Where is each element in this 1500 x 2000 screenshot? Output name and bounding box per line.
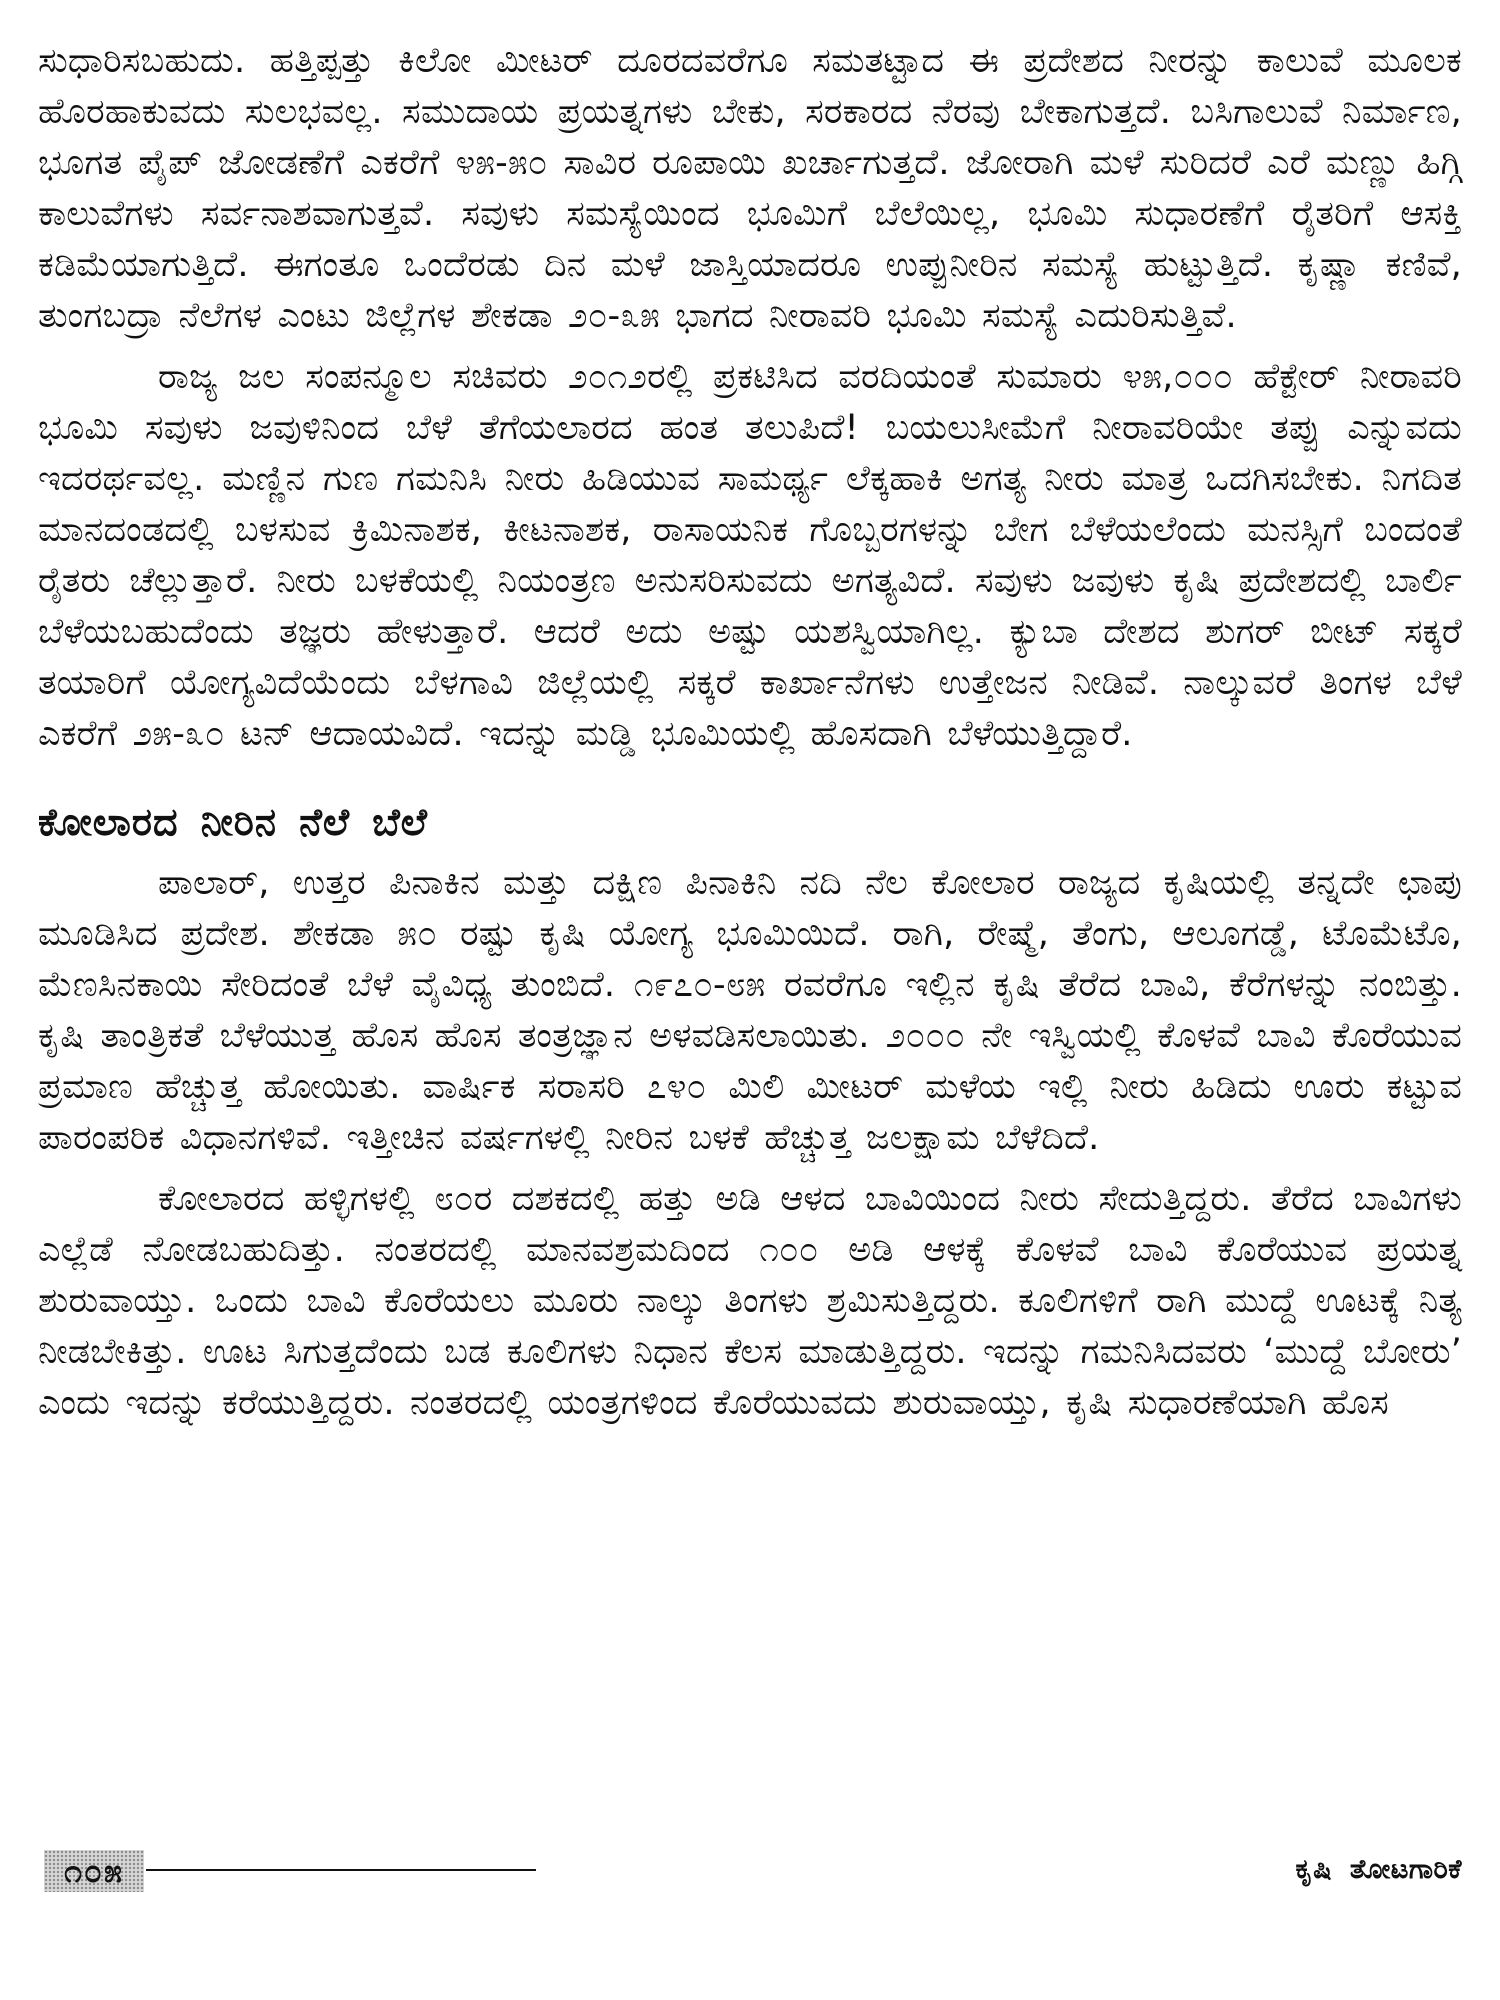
page-footer bbox=[44, 1850, 1462, 1894]
body-paragraph-4: ಕೋಲಾರದ ಹಳ್ಳಿಗಳಲ್ಲಿ ೮೦ರ ದಶಕದಲ್ಲಿ ಹತ್ತು ಅಡಿ ಆಳದ ಬಾವಿಯಿಂದ ನೀರು ಸೇದುತ್ತಿದ್ದರು. ತೆರೆದ ಬಾವಿಗಳು ಎಲ್ಲೆಡೆ ನೋಡಬಹುದಿತ್ತು. ನಂತರದಲ್ಲಿ ಮಾನವಶ್ರಮದಿಂದ ೧೦೦ ಅಡಿ ಆಳಕ್ಕೆ ಕೊಳವೆ ಬಾವಿ ಕೊರೆಯುವ ಪ್ರಯತ್ನ ಶುರುವಾಯ್ತು. ಒಂದು ಬಾವಿ ಕೊರೆಯಲು ಮೂರು ನಾಲ್ಕು ತಿಂಗಳು ಶ್ರಮಿಸುತ್ತಿದ್ದರು. ಕೂಲಿಗಳಿಗೆ ರಾಗಿ ಮುದ್ದೆ ಊಟಕ್ಕೆ ನಿತ್ಯ ನೀಡಬೇಕಿತ್ತು. ಊಟ ಸಿಗುತ್ತದೆಂದು ಬಡ ಕೂಲಿಗಳು ನಿಧಾನ ಕೆಲಸ ಮಾಡುತ್ತಿದ್ದರು. ಇದನ್ನು ಗಮನಿಸಿದವರು ‘ಮುದ್ದೆ ಬೋರು’ ಎಂದು ಇದನ್ನು ಕರೆಯುತ್ತಿದ್ದರು. ನಂತರದಲ್ಲಿ ಯಂತ್ರಗಳಿಂದ ಕೊರೆಯುವದು ಶುರುವಾಯ್ತು, ಕೃಷಿ ಸುಧಾರಣೆಯಾಗಿ ಹೊಸ bbox=[38, 1179, 1462, 1423]
document-page bbox=[38, 36, 1462, 1936]
footer-book-title: ಕೃಷಿ ತೋಟಗಾರಿಕೆ bbox=[1295, 1854, 1462, 1885]
body-paragraph-1: ಸುಧಾರಿಸಬಹುದು. ಹತ್ತಿಪ್ಪತ್ತು ಕಿಲೋ ಮೀಟರ್ ದೂರದವರೆಗೂ ಸಮತಟ್ಟಾದ ಈ ಪ್ರದೇಶದ ನೀರನ್ನು ಕಾಲುವೆ ಮೂಲಕ ಹೊರಹಾಕುವದು ಸುಲಭವಲ್ಲ. ಸಮುದಾಯ ಪ್ರಯತ್ನಗಳು ಬೇಕು, ಸರಕಾರದ ನೆರವು ಬೇಕಾಗುತ್ತದೆ. ಬಸಿಗಾಲುವೆ ನಿರ್ಮಾಣ, ಭೂಗತ ಪೈಪ್ ಜೋಡಣೆಗೆ ಎಕರೆಗೆ ೪೫-೫೦ ಸಾವಿರ ರೂಪಾಯಿ ಖರ್ಚಾಗುತ್ತದೆ. ಜೋರಾಗಿ ಮಳೆ ಸುರಿದರೆ ಎರೆ ಮಣ್ಣು ಹಿಗ್ಗಿ ಕಾಲುವೆಗಳು ಸರ್ವನಾಶವಾಗುತ್ತವೆ. ಸವುಳು ಸಮಸ್ಯೆಯಿಂದ ಭೂಮಿಗೆ ಬೆಲೆಯಿಲ್ಲ, ಭೂಮಿ ಸುಧಾರಣೆಗೆ ರೈತರಿಗೆ ಆಸಕ್ತಿ ಕಡಿಮೆಯಾಗುತ್ತಿದೆ. ಈಗಂತೂ ಒಂದೆರಡು ದಿನ ಮಳೆ ಜಾಸ್ತಿಯಾದರೂ ಉಪ್ಪುನೀರಿನ ಸಮಸ್ಯೆ ಹುಟ್ಟುತ್ತಿದೆ. ಕೃಷ್ಣಾ ಕಣಿವೆ, ತುಂಗಬದ್ರಾ ನೆಲೆಗಳ ಎಂಟು ಜಿಲ್ಲೆಗಳ ಶೇಕಡಾ ೨೦-೩೫ ಭಾಗದ ನೀರಾವರಿ ಭೂಮಿ ಸಮಸ್ಯೆ ಎದುರಿಸುತ್ತಿವೆ. bbox=[38, 41, 1462, 336]
body-paragraph-3: ಪಾಲಾರ್, ಉತ್ತರ ಪಿನಾಕಿನ ಮತ್ತು ದಕ್ಷಿಣ ಪಿನಾಕಿನಿ ನದಿ ನೆಲ ಕೋಲಾರ ರಾಜ್ಯದ ಕೃಷಿಯಲ್ಲಿ ತನ್ನದೇ ಛಾಪು ಮೂಡಿಸಿದ ಪ್ರದೇಶ. ಶೇಕಡಾ ೫೦ ರಷ್ಟು ಕೃಷಿ ಯೋಗ್ಯ ಭೂಮಿಯಿದೆ. ರಾಗಿ, ರೇಷ್ಮೆ, ತೆಂಗು, ಆಲೂಗಡ್ಡೆ, ಟೊಮೆಟೊ, ಮೆಣಸಿನಕಾಯಿ ಸೇರಿದಂತೆ ಬೆಳೆ ವೈವಿಧ್ಯ ತುಂಬಿದೆ. ೧೯೭೦-೮೫ ರವರೆಗೂ ಇಲ್ಲಿನ ಕೃಷಿ ತೆರೆದ ಬಾವಿ, ಕೆರೆಗಳನ್ನು ನಂಬಿತ್ತು. ಕೃಷಿ ತಾಂತ್ರಿಕತೆ ಬೆಳೆಯುತ್ತ ಹೊಸ ಹೊಸ ತಂತ್ರಜ್ಞಾನ ಅಳವಡಿಸಲಾಯಿತು. ೨೦೦೦ ನೇ ಇಸ್ವಿಯಲ್ಲಿ ಕೊಳವೆ ಬಾವಿ ಕೊರೆಯುವ ಪ್ರಮಾಣ ಹೆಚ್ಚುತ್ತ ಹೋಯಿತು. ವಾರ್ಷಿಕ ಸರಾಸರಿ ೭೪೦ ಮಿಲಿ ಮೀಟರ್ ಮಳೆಯ ಇಲ್ಲಿ ನೀರು ಹಿಡಿದು ಊರು ಕಟ್ಟುವ ಪಾರಂಪರಿಕ ವಿಧಾನಗಳಿವೆ. ಇತ್ತೀಚಿನ ವರ್ಷಗಳಲ್ಲಿ ನೀರಿನ ಬಳಕೆ ಹೆಚ್ಚುತ್ತ ಜಲಕ್ಷಾಮ ಬೆಳೆದಿದೆ. bbox=[38, 863, 1462, 1158]
paragraph-gap bbox=[38, 1164, 1462, 1174]
body-paragraph-2: ರಾಜ್ಯ ಜಲ ಸಂಪನ್ಮೂಲ ಸಚಿವರು ೨೦೧೨ರಲ್ಲಿ ಪ್ರಕಟಿಸಿದ ವರದಿಯಂತೆ ಸುಮಾರು ೪೫,೦೦೦ ಹೆಕ್ಟೇರ್ ನೀರಾವರಿ ಭೂಮಿ ಸವುಳು ಜವುಳಿನಿಂದ ಬೆಳೆ ತೆಗೆಯಲಾರದ ಹಂತ ತಲುಪಿದೆ! ಬಯಲುಸೀಮೆಗೆ ನೀರಾವರಿಯೇ ತಪ್ಪು ಎನ್ನುವದು ಇದರರ್ಥವಲ್ಲ. ಮಣ್ಣಿನ ಗುಣ ಗಮನಿಸಿ ನೀರು ಹಿಡಿಯುವ ಸಾಮರ್ಥ್ಯ ಲೆಕ್ಕಹಾಕಿ ಅಗತ್ಯ ನೀರು ಮಾತ್ರ ಒದಗಿಸಬೇಕು. ನಿಗದಿತ ಮಾನದಂಡದಲ್ಲಿ ಬಳಸುವ ಕ್ರಿಮಿನಾಶಕ, ಕೀಟನಾಶಕ, ರಾಸಾಯನಿಕ ಗೊಬ್ಬರಗಳನ್ನು ಬೇಗ ಬೆಳೆಯಲೆಂದು ಮನಸ್ಸಿಗೆ ಬಂದಂತೆ ರೈತರು ಚೆಲ್ಲುತ್ತಾರೆ. ನೀರು ಬಳಕೆಯಲ್ಲಿ ನಿಯಂತ್ರಣ ಅನುಸರಿಸುವದು ಅಗತ್ಯವಿದೆ. ಸವುಳು ಜವುಳು ಕೃಷಿ ಪ್ರದೇಶದಲ್ಲಿ ಬಾರ್ಲಿ ಬೆಳೆಯಬಹುದೆಂದು ತಜ್ಞರು ಹೇಳುತ್ತಾರೆ. ಆದರೆ ಅದು ಅಷ್ಟು ಯಶಸ್ವಿಯಾಗಿಲ್ಲ. ಕ್ಯುಬಾ ದೇಶದ ಶುಗರ್ ಬೀಟ್ ಸಕ್ಕರೆ ತಯಾರಿಗೆ ಯೋಗ್ಯವಿದೆಯೆಂದು ಬೆಳಗಾವಿ ಜಿಲ್ಲೆಯಲ್ಲಿ ಸಕ್ಕರೆ ಕಾರ್ಖಾನೆಗಳು ಉತ್ತೇಜನ ನೀಡಿವೆ. ನಾಲ್ಕುವರೆ ತಿಂಗಳ ಬೆಳೆ ಎಕರೆಗೆ ೨೫-೩೦ ಟನ್ ಆದಾಯವಿದೆ. ಇದನ್ನು ಮಡ್ಡಿ ಭೂಮಿಯಲ್ಲಿ ಹೊಸದಾಗಿ ಬೆಳೆಯುತ್ತಿದ್ದಾರೆ. bbox=[38, 357, 1462, 754]
page-number-badge: ೧೦೫ bbox=[44, 1850, 144, 1892]
heading-gap bbox=[38, 760, 1462, 796]
paragraph-gap bbox=[38, 342, 1462, 352]
footer-rule-line bbox=[146, 1869, 536, 1871]
section-heading: ಕೋಲಾರದ ನೀರಿನ ನೆಲೆ ಬೆಲೆ bbox=[38, 800, 428, 844]
heading-gap-after bbox=[38, 848, 1462, 858]
